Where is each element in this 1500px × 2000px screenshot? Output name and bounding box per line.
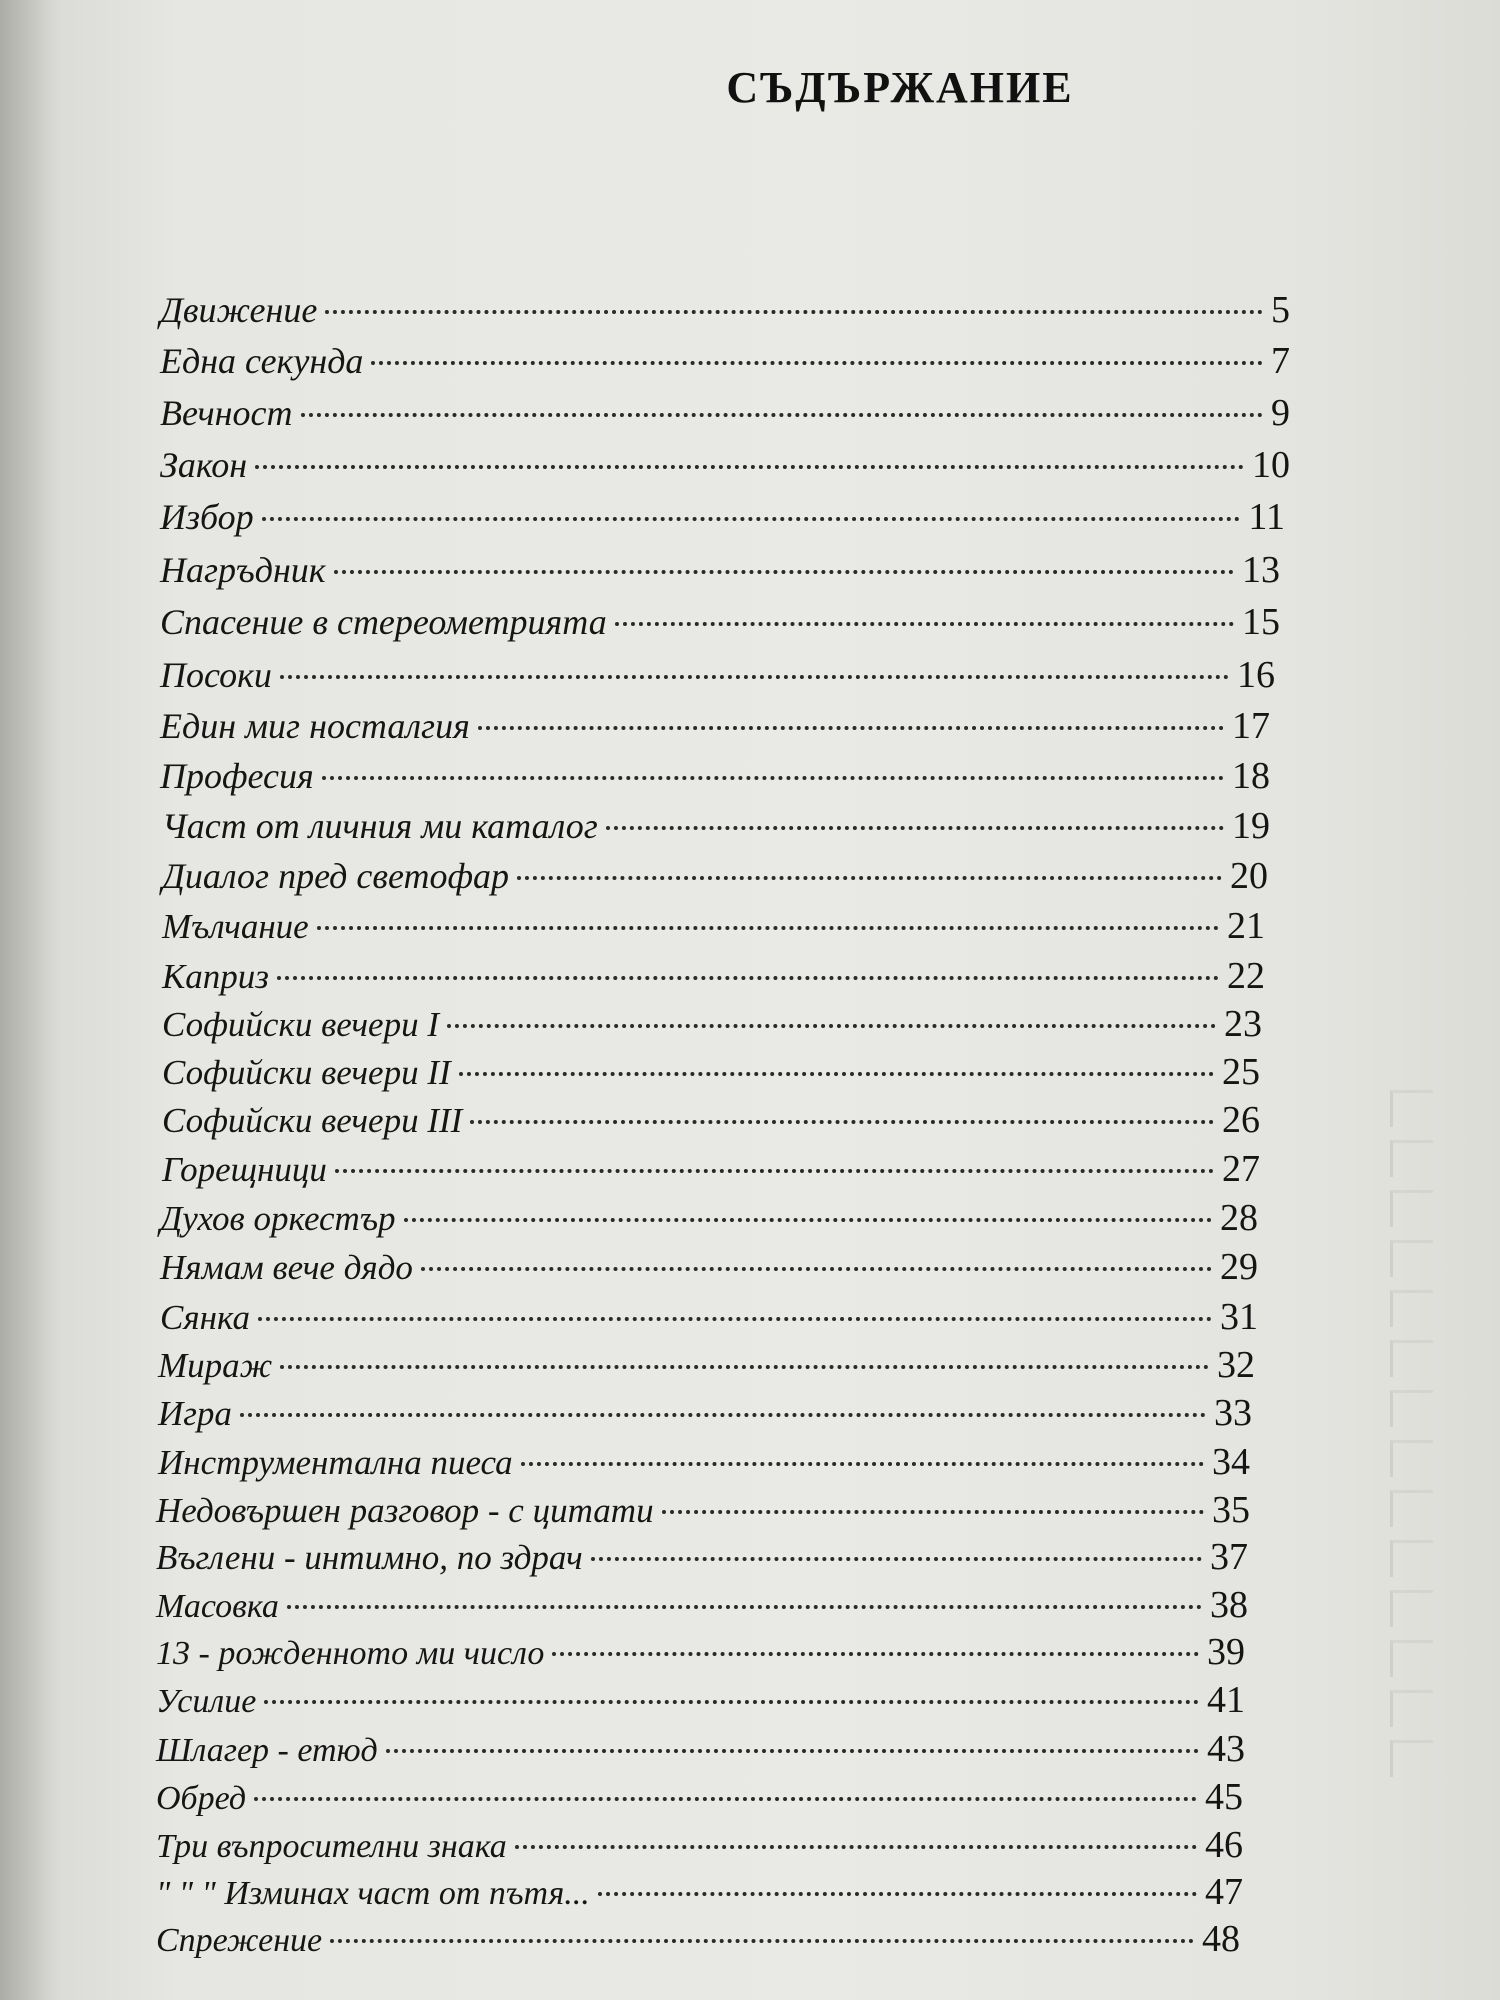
- toc-entry-title: Софийски вечери II: [162, 1053, 451, 1092]
- dot-leader: [301, 413, 1263, 417]
- toc-entry-title: Диалог пред светофар: [162, 856, 510, 896]
- toc-entry: [160, 443, 1290, 489]
- toc-entry: [156, 1630, 1245, 1676]
- dot-leader: [280, 1365, 1209, 1369]
- toc-entry: [160, 495, 1285, 541]
- toc-entry: [160, 754, 1270, 800]
- toc-entry-title: Един миг носталгия: [160, 706, 470, 746]
- dot-leader: [334, 570, 1234, 574]
- dot-leader: [478, 726, 1224, 730]
- toc-entry: [156, 1775, 1243, 1821]
- toc-entry-page-number: 17: [1232, 705, 1270, 747]
- toc-entry-page-number: 22: [1227, 955, 1265, 997]
- toc-entry-page-number: 9: [1271, 392, 1290, 434]
- toc-entry-title: Част от личния ми каталог: [162, 806, 598, 846]
- dot-leader: [591, 1557, 1202, 1561]
- toc-entry-title: Вечност: [160, 393, 293, 433]
- toc-entry: [156, 1535, 1248, 1581]
- dot-leader: [262, 517, 1241, 521]
- toc-entry: [160, 339, 1290, 385]
- dot-leader: [404, 1218, 1213, 1222]
- toc-entry-page-number: 10: [1252, 444, 1290, 486]
- toc-entry: [162, 1050, 1260, 1096]
- toc-entry-title: Мираж: [158, 1346, 273, 1385]
- toc-entry: [160, 1245, 1258, 1291]
- toc-entry: [158, 1391, 1252, 1437]
- toc-entry: [160, 704, 1270, 750]
- toc-entry-page-number: 5: [1271, 289, 1290, 331]
- toc-entry: [160, 653, 1275, 699]
- toc-entry: [158, 1343, 1255, 1389]
- toc-entry-title: Спасение в стереометрията: [160, 602, 607, 642]
- toc-entry-title: 13 - рожденното ми число: [156, 1635, 545, 1672]
- dot-leader: [615, 622, 1234, 626]
- dot-leader: [287, 1605, 1202, 1609]
- toc-entry-title: Каприз: [162, 957, 269, 996]
- dot-leader: [386, 1749, 1199, 1753]
- toc-entry-page-number: 20: [1230, 855, 1268, 897]
- toc-entry-title: Закон: [160, 445, 248, 485]
- toc-entry-page-number: 38: [1210, 1584, 1248, 1626]
- toc-entry-page-number: 16: [1237, 654, 1275, 696]
- toc-entry-title: Една секунда: [160, 341, 364, 381]
- dot-leader: [598, 1892, 1197, 1896]
- dot-leader: [258, 1317, 1212, 1321]
- dot-leader: [240, 1413, 1206, 1417]
- toc-entry-page-number: 27: [1222, 1148, 1260, 1190]
- dot-leader: [330, 1939, 1194, 1943]
- toc-entry-title: Нагръдник: [160, 550, 326, 590]
- toc-entry-page-number: 45: [1205, 1776, 1243, 1818]
- toc-entry: [162, 904, 1265, 950]
- dot-leader: [606, 826, 1224, 830]
- toc-entry: [160, 1196, 1258, 1242]
- toc-entry-title: Посоки: [160, 655, 272, 695]
- dot-leader: [447, 1024, 1216, 1028]
- toc-entry-page-number: 18: [1232, 755, 1270, 797]
- dot-leader: [317, 926, 1219, 930]
- toc-entry-title: Избор: [160, 497, 254, 537]
- toc-entry: [162, 854, 1268, 900]
- toc-entry-page-number: 19: [1232, 805, 1270, 847]
- toc-entry-title: Нямам вече дядо: [160, 1248, 413, 1287]
- toc-entry-title: Инструментална пиеса: [158, 1443, 513, 1482]
- toc-entry-title: Сянка: [160, 1298, 250, 1337]
- toc-entry-page-number: 48: [1202, 1918, 1240, 1960]
- dot-leader: [459, 1072, 1214, 1076]
- toc-entry-title: Движение: [160, 290, 318, 330]
- toc-entry-title: Обред: [156, 1780, 247, 1817]
- toc-entry-page-number: 7: [1271, 340, 1290, 382]
- page-title: СЪДЪРЖАНИЕ: [726, 63, 1074, 112]
- toc-entry-page-number: 29: [1220, 1246, 1258, 1288]
- toc-entry-page-number: 46: [1205, 1824, 1243, 1866]
- toc-entry: [156, 1917, 1240, 1963]
- toc-entry: [162, 1098, 1260, 1144]
- toc-entry-page-number: 33: [1214, 1392, 1252, 1434]
- toc-entry-title: Три въпросителни знака: [156, 1828, 507, 1865]
- toc-entry: [160, 391, 1290, 437]
- toc-entry: [156, 1488, 1250, 1534]
- toc-entry: [156, 1823, 1243, 1869]
- toc-entry-title: Недовършен разговор - с цитати: [156, 1491, 654, 1530]
- toc-entry-title: Шлагер - етюд: [156, 1732, 378, 1769]
- dot-leader: [335, 1169, 1214, 1173]
- dot-leader: [552, 1652, 1199, 1656]
- toc-entry: [162, 804, 1270, 850]
- dot-leader: [254, 1797, 1197, 1801]
- toc-entry: [156, 1870, 1243, 1916]
- toc-entry-title: Професия: [160, 756, 314, 796]
- toc-entry-page-number: 34: [1212, 1441, 1250, 1483]
- dot-leader: [264, 1700, 1199, 1704]
- toc-entry: [162, 954, 1265, 1000]
- toc-entry-page-number: 21: [1227, 905, 1265, 947]
- toc-entry: [156, 1678, 1245, 1724]
- dot-leader: [662, 1510, 1204, 1514]
- toc-entry-title: Игра: [158, 1394, 232, 1433]
- toc-entry-title: Софийски вечери I: [162, 1005, 439, 1044]
- toc-entry-page-number: 11: [1248, 496, 1285, 538]
- toc-entry-page-number: 47: [1205, 1871, 1243, 1913]
- toc-entry-title: Усилие: [156, 1683, 257, 1720]
- toc-entry-title: Мълчание: [162, 907, 309, 946]
- dot-leader: [325, 310, 1263, 314]
- toc-entry: [162, 1002, 1262, 1048]
- toc-entry: [160, 1295, 1258, 1341]
- dot-leader: [517, 876, 1222, 880]
- toc-entry: [156, 1583, 1248, 1629]
- dot-leader: [322, 776, 1224, 780]
- toc-entry-title: Софийски вечери III: [162, 1101, 463, 1140]
- toc-entry-page-number: 35: [1212, 1489, 1250, 1531]
- dot-leader: [255, 465, 1244, 469]
- toc-entry: [160, 288, 1290, 334]
- toc-entry-title: Духов оркестър: [160, 1199, 396, 1238]
- dot-leader: [515, 1845, 1197, 1849]
- dot-leader: [280, 675, 1229, 679]
- toc-entry: [160, 600, 1280, 646]
- toc-entry-page-number: 39: [1207, 1631, 1245, 1673]
- toc-entry-page-number: 23: [1224, 1003, 1262, 1045]
- toc-entry-page-number: 25: [1222, 1051, 1260, 1093]
- toc-entry: [156, 1727, 1245, 1773]
- toc-entry: [158, 1440, 1250, 1486]
- toc-entry-page-number: 28: [1220, 1197, 1258, 1239]
- toc-entry: [160, 548, 1280, 594]
- toc-entry-page-number: 31: [1220, 1296, 1258, 1338]
- toc-entry-page-number: 41: [1207, 1679, 1245, 1721]
- dot-leader: [470, 1120, 1214, 1124]
- dot-leader: [371, 361, 1263, 365]
- toc-entry-title: Горещници: [162, 1150, 327, 1189]
- toc-entry-title: Спрежение: [156, 1922, 323, 1959]
- toc-entry-page-number: 37: [1210, 1536, 1248, 1578]
- toc-entry: [162, 1147, 1260, 1193]
- toc-entry-page-number: 13: [1242, 549, 1280, 591]
- dot-leader: [421, 1267, 1212, 1271]
- dot-leader: [277, 976, 1219, 980]
- toc-entry-page-number: 15: [1242, 601, 1280, 643]
- toc-entry-page-number: 32: [1217, 1344, 1255, 1386]
- toc-entry-page-number: 43: [1207, 1728, 1245, 1770]
- toc-entry-title: " " " Изминах част от пътя...: [156, 1875, 590, 1912]
- dot-leader: [521, 1462, 1204, 1466]
- toc-entry-page-number: 26: [1222, 1099, 1260, 1141]
- toc-entry-title: Масовка: [156, 1588, 279, 1625]
- toc-entry-title: Въглени - интимно, по здрач: [156, 1538, 583, 1577]
